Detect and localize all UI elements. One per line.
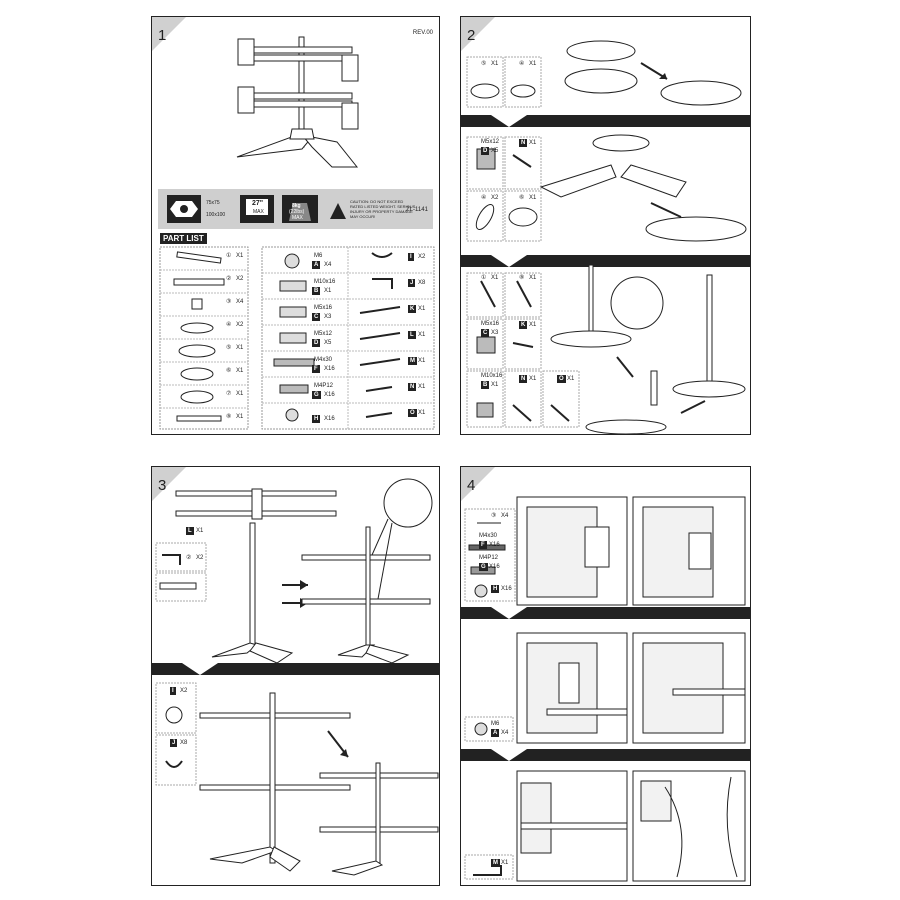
tool-l-letter: L <box>410 332 414 338</box>
weight-kg: 8kg <box>292 203 301 209</box>
part-spec: M4P12 <box>479 555 499 561</box>
part-qty: X1 <box>567 376 575 382</box>
part-qty: X1 <box>491 382 499 388</box>
tool-i-qty: X2 <box>418 254 426 260</box>
hw-d-letter: D <box>314 340 319 346</box>
tool-n-letter: N <box>410 384 415 390</box>
hw-b-spec: M10x16 <box>314 279 336 285</box>
vesa-75: 75x75 <box>206 200 220 206</box>
part-qty: X1 <box>501 860 509 866</box>
part-3-num: ③ <box>226 299 232 305</box>
part-5-qty: X1 <box>236 345 244 351</box>
part-spec: M5x12 <box>481 139 500 145</box>
part-qty: X16 <box>489 564 500 570</box>
step-number: 4 <box>467 477 476 494</box>
hw-b-qty: X1 <box>324 288 332 294</box>
part-spec: M5x16 <box>481 321 500 327</box>
part-7-qty: X1 <box>236 391 244 397</box>
weight-lbs: (22lbs) <box>289 209 305 215</box>
hw-d-spec: M5x12 <box>314 331 333 337</box>
part-8-qty: X1 <box>236 414 244 420</box>
part-letter: F <box>481 542 485 548</box>
part-2-num: ② <box>226 276 232 282</box>
part-num: ⑧ <box>519 275 525 281</box>
part-1-num: ① <box>226 253 232 259</box>
part-spec: M4x30 <box>479 533 498 539</box>
part-spec: M6 <box>491 721 500 727</box>
hw-d-qty: X5 <box>324 340 332 346</box>
revision-label: REV.00 <box>412 30 433 36</box>
part-num: ③ <box>491 513 497 519</box>
tool-k-qty: X1 <box>418 306 426 312</box>
step-4-illustration <box>461 467 750 885</box>
part-3-qty: X4 <box>236 299 244 305</box>
tool-m-qty: X1 <box>418 358 426 364</box>
part-letter: H <box>493 586 498 592</box>
part-letter: C <box>483 330 488 336</box>
part-6-num: ⑥ <box>226 368 232 374</box>
hw-f-spec: M4x30 <box>314 357 333 363</box>
step-number: 2 <box>467 27 476 44</box>
hw-a-qty: X4 <box>324 262 332 268</box>
step-3-panel <box>151 466 440 886</box>
part-letter: N <box>521 140 526 146</box>
hw-f-letter: F <box>314 366 318 372</box>
tool-k-letter: K <box>410 306 415 312</box>
part-qty: X16 <box>489 542 500 548</box>
hw-c-letter: C <box>314 314 319 320</box>
part-qty: X2 <box>196 555 204 561</box>
tool-j-letter: J <box>410 280 414 286</box>
model-number: ZL-1141 <box>406 207 428 213</box>
part-letter: L <box>188 528 192 534</box>
part-num: ① <box>481 275 487 281</box>
part-letter: J <box>172 740 176 746</box>
part-qty: X1 <box>529 376 537 382</box>
hw-c-spec: M5x16 <box>314 305 333 311</box>
hw-b-letter: B <box>314 288 319 294</box>
part-letter: G <box>481 564 486 570</box>
part-qty: X5 <box>491 148 499 154</box>
step-2-illustration <box>461 17 750 434</box>
step-2-panel <box>460 16 751 435</box>
hw-g-spec: M4P12 <box>314 383 334 389</box>
part-5-num: ⑤ <box>226 345 232 351</box>
part-qty: X2 <box>180 688 188 694</box>
part-2-qty: X2 <box>236 276 244 282</box>
weight-max: MAX <box>292 215 303 221</box>
part-letter: O <box>559 376 564 382</box>
part-qty: X16 <box>501 586 512 592</box>
part-letter: M <box>493 860 498 866</box>
part-qty: X1 <box>529 61 537 67</box>
part-6-qty: X1 <box>236 368 244 374</box>
part-1-qty: X1 <box>236 253 244 259</box>
part-qty: X1 <box>529 322 537 328</box>
part-letter: D <box>483 148 488 154</box>
tool-j-qty: X8 <box>418 280 426 286</box>
part-qty: X1 <box>491 275 499 281</box>
step-4-panel <box>460 466 751 886</box>
step-number: 3 <box>158 477 167 494</box>
part-num: ⑥ <box>519 195 525 201</box>
part-letter: N <box>521 376 526 382</box>
hw-g-qty: X16 <box>324 392 335 398</box>
tool-o-letter: O <box>410 410 415 416</box>
part-num: ④ <box>481 195 487 201</box>
part-qty: X3 <box>491 330 499 336</box>
tool-m-letter: M <box>410 358 415 364</box>
part-num: ④ <box>519 61 525 67</box>
hw-h-qty: X16 <box>324 416 335 422</box>
vesa-100: 100x100 <box>206 212 226 218</box>
part-num: ⑤ <box>481 61 487 67</box>
part-letter: K <box>521 322 526 328</box>
part-list-grid <box>152 17 439 434</box>
step-1-panel <box>151 16 440 435</box>
part-qty: X4 <box>501 730 509 736</box>
part-letter: A <box>493 730 498 736</box>
hw-c-qty: X3 <box>324 314 332 320</box>
tool-o-qty: X1 <box>418 410 426 416</box>
part-qty: X2 <box>491 195 499 201</box>
part-qty: X4 <box>501 513 509 519</box>
part-4-qty: X2 <box>236 322 244 328</box>
part-num: ② <box>186 555 192 561</box>
part-qty: X8 <box>180 740 188 746</box>
hw-a-spec: M6 <box>314 253 323 259</box>
part-qty: X1 <box>529 195 537 201</box>
part-qty: X1 <box>529 275 537 281</box>
hw-f-qty: X16 <box>324 366 335 372</box>
part-qty: X1 <box>196 528 204 534</box>
part-qty: X1 <box>529 140 537 146</box>
caution-text: CAUTION: DO NOT EXCEED RATED LISTED WEIGHT. SERIOUS INJURY OR PROPERTY DAMAGE MAY OCCUR! <box>350 199 416 219</box>
hw-g-letter: G <box>314 392 319 398</box>
part-4-num: ④ <box>226 322 232 328</box>
screen-size: 27" <box>252 200 264 207</box>
part-qty: X1 <box>491 61 499 67</box>
part-spec: M10x16 <box>481 373 503 379</box>
part-7-num: ⑦ <box>226 391 232 397</box>
tool-i-letter: I <box>410 254 412 260</box>
step-number: 1 <box>158 27 167 44</box>
part-list-title: PART LIST <box>160 233 207 244</box>
part-letter: I <box>172 688 174 694</box>
hw-a-letter: A <box>314 262 319 268</box>
screen-max: MAX <box>253 209 264 215</box>
tool-l-qty: X1 <box>418 332 426 338</box>
part-letter: B <box>483 382 488 388</box>
part-8-num: ⑧ <box>226 414 232 420</box>
hw-h-letter: H <box>314 416 319 422</box>
tool-n-qty: X1 <box>418 384 426 390</box>
